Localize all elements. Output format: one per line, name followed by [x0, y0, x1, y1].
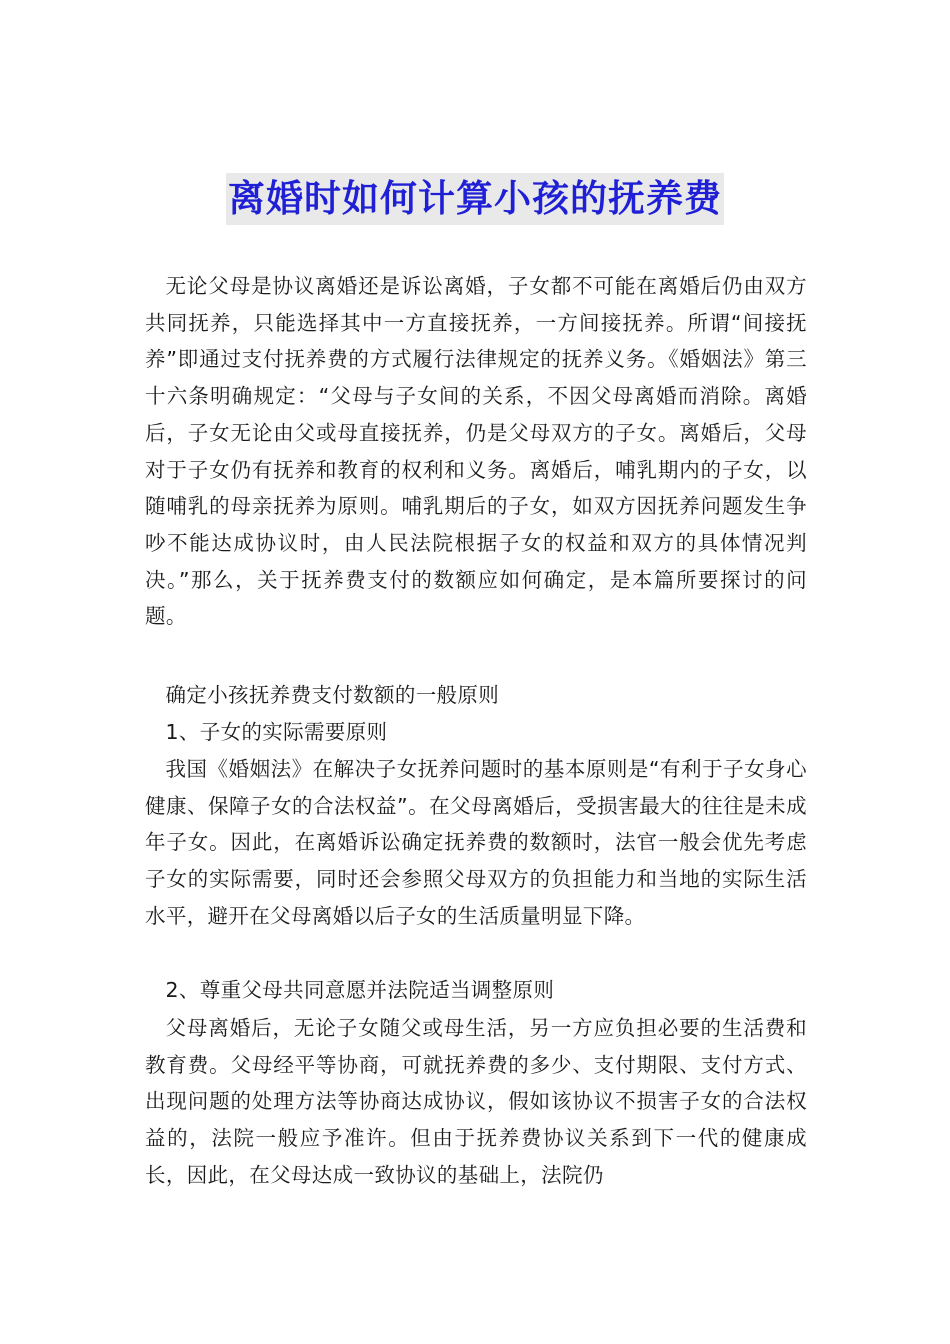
document-title: [0, 172, 950, 228]
subheading-parental-consent: 2、尊重父母共同意愿并法院适当调整原则: [165, 978, 555, 1002]
intro-paragraph: 无论父母是协议离婚还是诉讼离婚，子女都不可能在离婚后仍由双方共同抚养，只能选择其中一方直接抚养，一方间接抚养。所谓“间接抚养”即通过支付抚养费的方式履行法律规定的抚养义务。《婚姻法》第三十六条明确规定：“父母与子女间的关系，不因父母离婚而消除。离婚后，子女无论由父或母直接抚养，仍是父母双方的子女。离婚后，父母对于子女仍有抚养和教育的权利和义务。离婚后，哺乳期内的子女，以随哺乳的母亲抚养为原则。哺乳期后的子女，如双方因抚养问题发生争吵不能达成协议时，由人民法院根据子女的权益和双方的具体情况判决。”那么，关于抚养费支付的数额应如何确定，是本篇所要探讨的问题。: [145, 274, 807, 629]
document-title-text: 离婚时如何计算小孩的抚养费: [226, 173, 724, 225]
actual-needs-paragraph: 我国《婚姻法》在解决子女抚养问题时的基本原则是“有利于子女身心健康、保障子女的合法权益”。在父母离婚后，受损害最大的往往是未成年子女。因此，在离婚诉讼确定抚养费的数额时，法官一般会优先考虑子女的实际需要，同时还会参照父母双方的负担能力和当地的实际生活水平，避开在父母离婚以后子女的生活质量明显下降。: [145, 757, 807, 928]
subheading-actual-needs: 1、子女的实际需要原则: [165, 720, 388, 744]
section-heading-principles: 确定小孩抚养费支付数额的一般原则: [165, 683, 500, 707]
parental-consent-paragraph: 父母离婚后，无论子女随父或母生活，另一方应负担必要的生活费和教育费。父母经平等协商，可就抚养费的多少、支付期限、支付方式、出现问题的处理方法等协商达成协议，假如该协议不损害子女的合法权益的，法院一般应予准许。但由于抚养费协议关系到下一代的健康成长，因此，在父母达成一致协议的基础上，法院仍: [145, 1016, 807, 1187]
